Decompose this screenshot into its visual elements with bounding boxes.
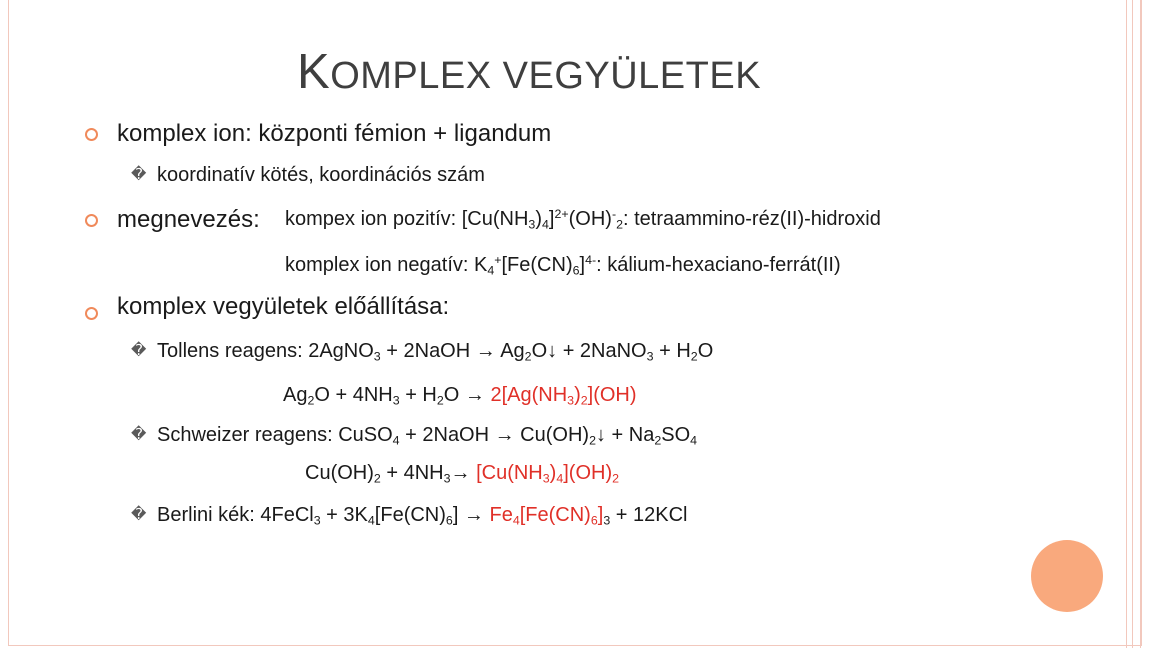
subbullet-koordinativ: koordinatív kötés, koordinációs szám: [157, 164, 485, 186]
bullet-megnevezes: [117, 208, 260, 232]
slide-title: KOMPLEX VEGYÜLETEK: [297, 45, 762, 99]
bullet-square-icon: �: [131, 165, 147, 183]
decorative-stripe: [1140, 0, 1141, 648]
bullet-circle-icon: [85, 307, 98, 320]
bullet-square-icon: �: [131, 341, 147, 359]
decorative-circle: [1031, 540, 1103, 612]
bullet-komplex-ion: komplex ion: központi fémion + ligandum: [117, 120, 552, 147]
megnevezes-label: megnevezés:: [117, 206, 260, 233]
decorative-stripe: [1126, 0, 1127, 648]
reaction-berlini: Berlini kék: 4FeCl$_3$ + $3K_4[Fe(CN)_6] \to Fe_4[Fe(CN)_6]_3 + 12KCl$: [157, 504, 688, 528]
reaction-schweizer: Schweizer reagens: CuSO$_4$ + 2NaOH → $Cu(OH)_2↓ + Na_2SO_4$: [157, 424, 698, 448]
nomenclature-positive: kompex ion pozitív: $[Cu(NH_3)_4]^{2+}(OH)^-_2$: tetraammino-réz(II)-hidroxid: [285, 207, 881, 232]
bullet-square-icon: �: [131, 505, 147, 523]
bullet-circle-icon: [85, 214, 98, 227]
reaction-tollens-complex: $Ag_2O + 4NH_3 + H_2O \to 2[Ag(NH_3)_2](OH)$: [283, 384, 637, 408]
nomenclature-negative: komplex ion negatív: $K_4^+[Fe(CN)_6]^{4-}$: kálium-hexaciano-ferrát(II): [285, 253, 841, 278]
bullet-eloallitas: komplex vegyületek előállítása:: [117, 293, 450, 320]
reaction-schweizer-complex: $Cu(OH)_2 + 4NH_3\to [Cu(NH_3)_4](OH)_2$: [305, 462, 620, 486]
bullet-circle-icon: [85, 128, 98, 141]
bullet-square-icon: �: [131, 425, 147, 443]
decorative-stripe: [1132, 0, 1133, 648]
reaction-tollens: Tollens reagens: 2AgNO$_3$ + 2NaOH → $Ag_2O↓$ + 2NaNO$_3$ + $H_2O$: [157, 340, 714, 364]
